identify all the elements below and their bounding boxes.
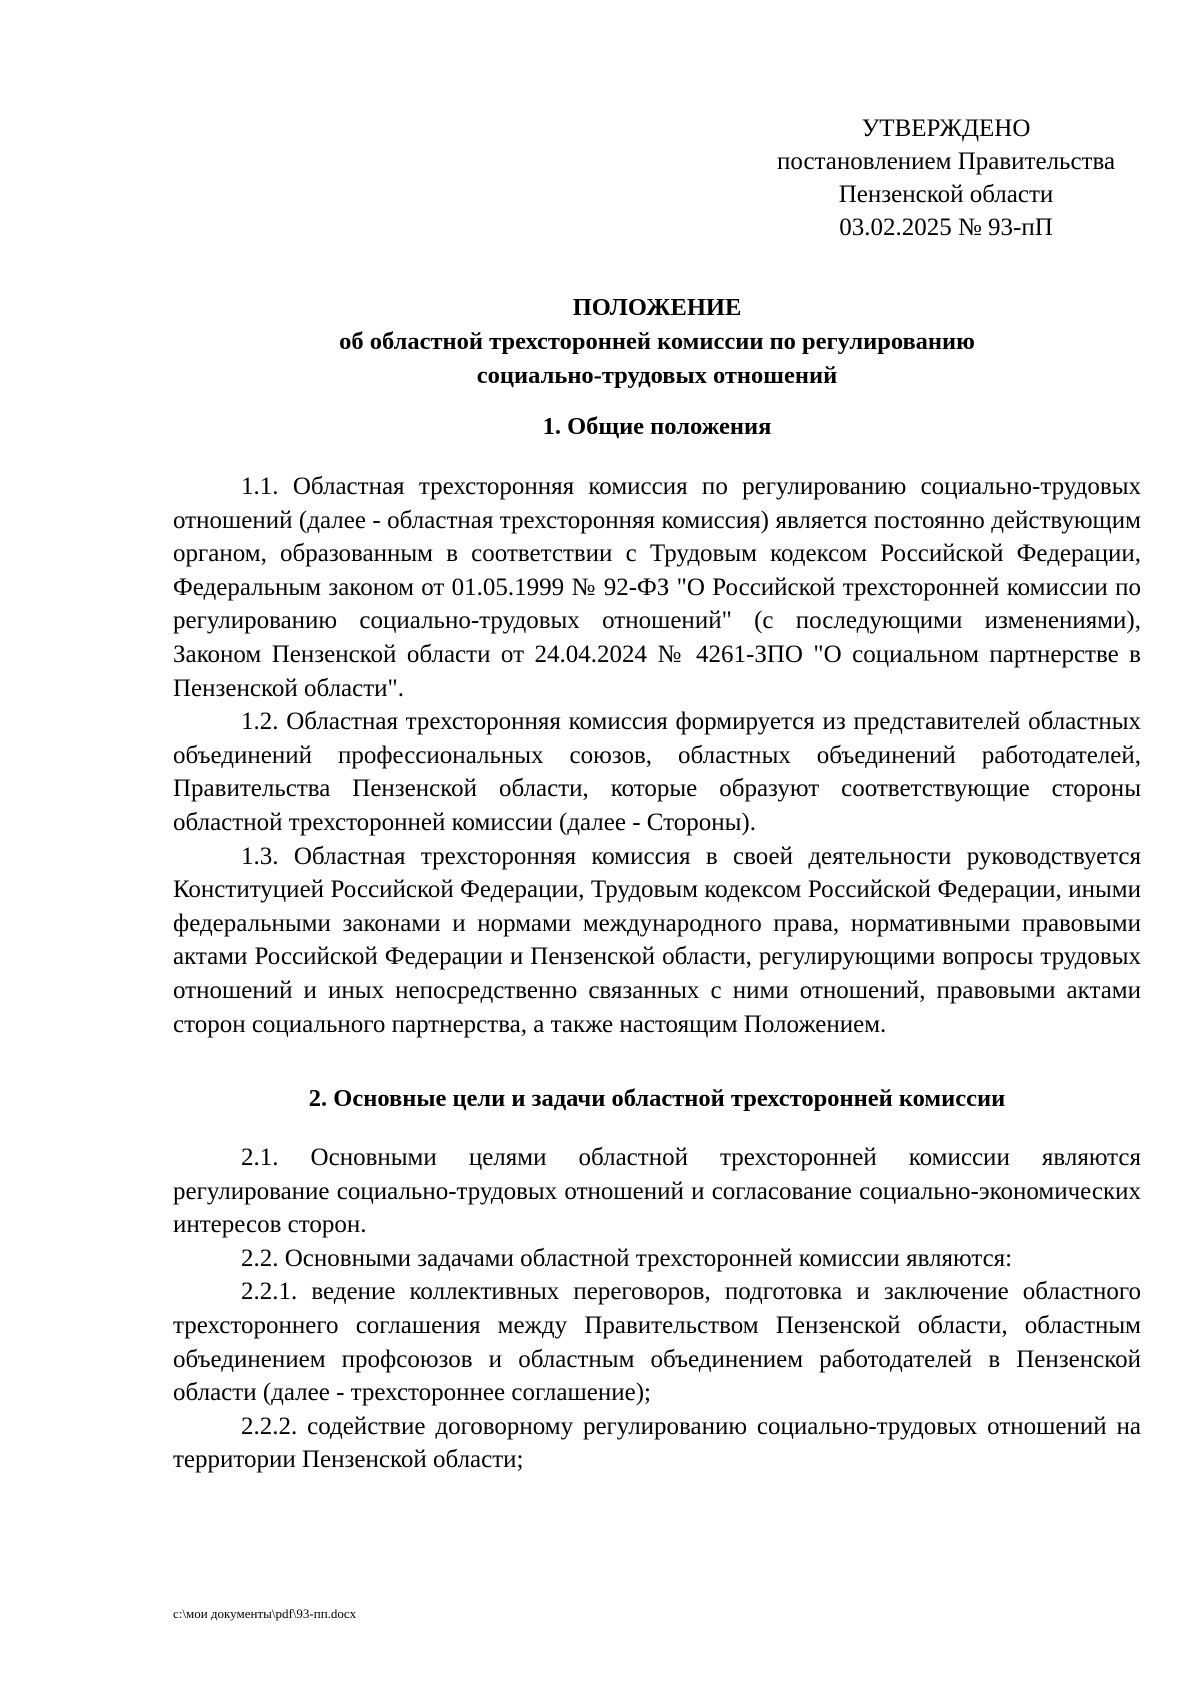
paragraph-2-2: 2.2. Основными задачами областной трехсторонней комиссии являются: bbox=[241, 1244, 1013, 1272]
paragraph-2-2-2: 2.2.2. содействие договорному регулированию социально-трудовых отношений на территории Пензенской области; bbox=[173, 1412, 1141, 1474]
section-1-heading bbox=[173, 410, 1141, 444]
approval-region: Пензенской области bbox=[838, 181, 1054, 208]
approval-issuer: постановлением Правительства bbox=[776, 148, 1116, 175]
approval-date-number: 03.02.2025 № 93-пП bbox=[839, 214, 1053, 241]
document-title-line-1: ПОЛОЖЕНИЕ bbox=[572, 294, 742, 321]
document-title bbox=[173, 291, 1141, 393]
footer-file-path: c:\мои документы\pdf\93-пп.docx bbox=[173, 1606, 357, 1621]
paragraph-1-1: 1.1. Областная трехсторонняя комиссия по регулированию социально-трудовых отношений (далее - областная трехсторонняя комиссия) является постоянно действующим органом, образованным в соответствии с Трудовым кодексом Российской Федерации, Федеральным законом от 01.05.1999 № 92-ФЗ "О Российской трехсторонней комиссии по регулированию социально-трудовых отношений" (с последующими изменениями), Законом Пензенской области от 24.04.2024 № 4261-ЗПО "О социальном партнерстве в Пензенской области". bbox=[173, 473, 1141, 702]
section-2-heading-text: 2. Основные цели и задачи областной трехсторонней комиссии bbox=[308, 1085, 1006, 1112]
section-2-heading bbox=[173, 1082, 1141, 1116]
paragraph-2-1: 2.1. Основными целями областной трехсторонней комиссии являются регулирование социально-трудовых отношений и согласование социально-экономических интересов сторон. bbox=[173, 1144, 1141, 1239]
paragraph-1-2: 1.2. Областная трехсторонняя комиссия формируется из представителей областных объединений профессиональных союзов, областных объединений работодателей, Правительства Пензенской области, которые образуют соответствующие стороны областной трехсторонней комиссии (далее - Стороны). bbox=[173, 708, 1141, 836]
approval-title: УТВЕРЖДЕНО bbox=[861, 115, 1031, 142]
approval-stamp bbox=[736, 112, 1156, 244]
paragraph-2-2-1: 2.2.1. ведение коллективных переговоров, подготовка и заключение областного трехстороннего соглашения между Правительством Пензенской области, областным объединением профсоюзов и областным объединением работодателей в Пензенской области (далее - трехстороннее соглашение); bbox=[173, 1278, 1141, 1407]
paragraph-1-3: 1.3. Областная трехсторонняя комиссия в своей деятельности руководствуется Конституцией Российской Федерации, Трудовым кодексом Российской Федерации, иными федеральными законами и нормами международного права, нормативными правовыми актами Российской Федерации и Пензенской области, регулирующими вопросы трудовых отношений и иных непосредственно связанных с ними отношений, правовыми актами сторон социального партнерства, а также настоящим Положением. bbox=[173, 842, 1141, 1038]
document-title-line-3: социально-трудовых отношений bbox=[476, 362, 838, 389]
section-2-body bbox=[173, 1141, 1141, 1477]
document-title-line-2: об областной трехсторонней комиссии по регулированию bbox=[339, 328, 975, 355]
section-1-heading-text: 1. Общие положения bbox=[542, 413, 772, 440]
section-1-body bbox=[173, 470, 1141, 1041]
